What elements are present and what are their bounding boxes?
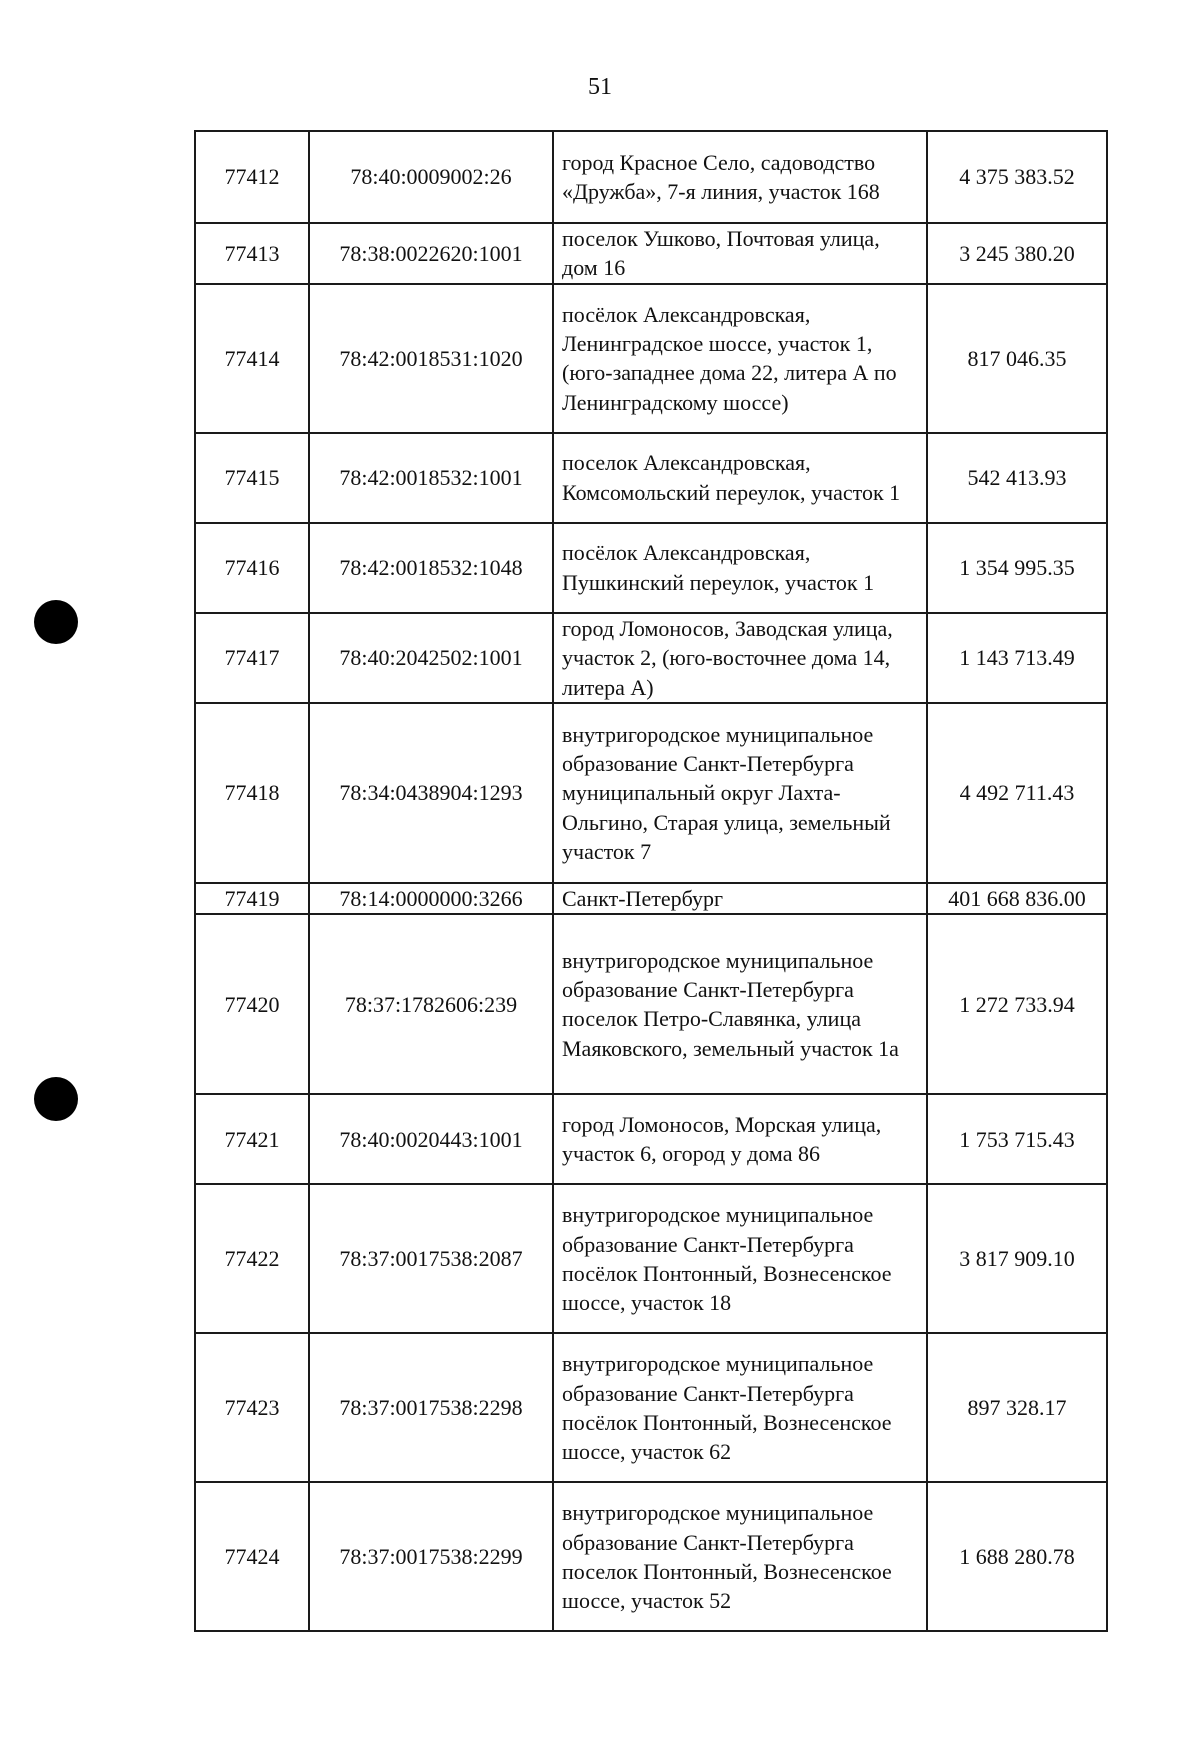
cadastral-value-cell: 897 328.17 (927, 1333, 1107, 1482)
row-number-cell: 77421 (195, 1094, 309, 1184)
cadastral-number-cell: 78:42:0018531:1020 (309, 284, 553, 433)
cadastral-value-cell: 1 272 733.94 (927, 914, 1107, 1094)
address-cell: внутригородское муниципальное образование Санкт-Петербурга посёлок Понтонный, Вознесенское шоссе, участок 18 (553, 1184, 927, 1333)
row-number-cell: 77413 (195, 223, 309, 284)
table-row (195, 1184, 1107, 1333)
cadastral-value-cell: 1 688 280.78 (927, 1482, 1107, 1631)
row-number-cell: 77419 (195, 883, 309, 914)
address-cell: посёлок Александровская, Пушкинский переулок, участок 1 (553, 523, 927, 613)
table-row (195, 914, 1107, 1094)
table-row (195, 433, 1107, 523)
cadastral-value-cell: 542 413.93 (927, 433, 1107, 523)
table-row (195, 613, 1107, 703)
cadastral-value-cell: 1 753 715.43 (927, 1094, 1107, 1184)
table-row (195, 703, 1107, 883)
cadastral-value-cell: 3 245 380.20 (927, 223, 1107, 284)
cadastral-number-cell: 78:40:0020443:1001 (309, 1094, 553, 1184)
table-row (195, 1333, 1107, 1482)
address-cell: внутригородское муниципальное образование Санкт-Петербурга муниципальный округ Лахта-Ольгино, Старая улица, земельный участок 7 (553, 703, 927, 883)
cadastral-number-cell: 78:42:0018532:1048 (309, 523, 553, 613)
row-number-cell: 77420 (195, 914, 309, 1094)
row-number-cell: 77424 (195, 1482, 309, 1631)
row-number-cell: 77414 (195, 284, 309, 433)
row-number-cell: 77418 (195, 703, 309, 883)
address-cell: внутригородское муниципальное образование Санкт-Петербурга поселок Понтонный, Вознесенское шоссе, участок 52 (553, 1482, 927, 1631)
cadastral-value-cell: 3 817 909.10 (927, 1184, 1107, 1333)
row-number-cell: 77412 (195, 131, 309, 223)
table-row (195, 284, 1107, 433)
address-cell: Санкт-Петербург (553, 883, 927, 914)
address-cell: внутригородское муниципальное образование Санкт-Петербурга поселок Петро-Славянка, улица Маяковского, земельный участок 1а (553, 914, 927, 1094)
address-cell: поселок Александровская, Комсомольский переулок, участок 1 (553, 433, 927, 523)
row-number-cell: 77415 (195, 433, 309, 523)
cadastral-number-cell: 78:42:0018532:1001 (309, 433, 553, 523)
cadastral-number-cell: 78:37:0017538:2298 (309, 1333, 553, 1482)
cadastral-number-cell: 78:38:0022620:1001 (309, 223, 553, 284)
cadastral-number-cell: 78:37:0017538:2087 (309, 1184, 553, 1333)
address-cell: поселок Ушково, Почтовая улица, дом 16 (553, 223, 927, 284)
table-row (195, 223, 1107, 284)
cadastral-value-cell: 4 492 711.43 (927, 703, 1107, 883)
punch-hole-mark (34, 1077, 78, 1121)
cadastral-value-cell: 401 668 836.00 (927, 883, 1107, 914)
table-row (195, 1482, 1107, 1631)
page-number: 51 (588, 74, 612, 100)
table-row (195, 883, 1107, 914)
address-cell: посёлок Александровская, Ленинградское шоссе, участок 1, (юго-западнее дома 22, литера А по Ленинградскому шоссе) (553, 284, 927, 433)
cadastral-number-cell: 78:14:0000000:3266 (309, 883, 553, 914)
cadastral-number-cell: 78:37:1782606:239 (309, 914, 553, 1094)
cadastral-value-cell: 4 375 383.52 (927, 131, 1107, 223)
row-number-cell: 77422 (195, 1184, 309, 1333)
cadastral-value-cell: 1 143 713.49 (927, 613, 1107, 703)
address-cell: внутригородское муниципальное образование Санкт-Петербурга посёлок Понтонный, Вознесенское шоссе, участок 62 (553, 1333, 927, 1482)
address-cell: город Ломоносов, Морская улица, участок 6, огород у дома 86 (553, 1094, 927, 1184)
cadastral-value-cell: 817 046.35 (927, 284, 1107, 433)
cadastral-number-cell: 78:34:0438904:1293 (309, 703, 553, 883)
row-number-cell: 77423 (195, 1333, 309, 1482)
land-plot-table (194, 130, 1108, 1632)
address-cell: город Ломоносов, Заводская улица, участок 2, (юго-восточнее дома 14, литера А) (553, 613, 927, 703)
table-row (195, 1094, 1107, 1184)
address-cell: город Красное Село, садоводство «Дружба», 7-я линия, участок 168 (553, 131, 927, 223)
row-number-cell: 77417 (195, 613, 309, 703)
cadastral-number-cell: 78:37:0017538:2299 (309, 1482, 553, 1631)
table-row (195, 523, 1107, 613)
cadastral-value-cell: 1 354 995.35 (927, 523, 1107, 613)
cadastral-number-cell: 78:40:2042502:1001 (309, 613, 553, 703)
cadastral-number-cell: 78:40:0009002:26 (309, 131, 553, 223)
punch-hole-mark (34, 600, 78, 644)
table-row (195, 131, 1107, 223)
row-number-cell: 77416 (195, 523, 309, 613)
